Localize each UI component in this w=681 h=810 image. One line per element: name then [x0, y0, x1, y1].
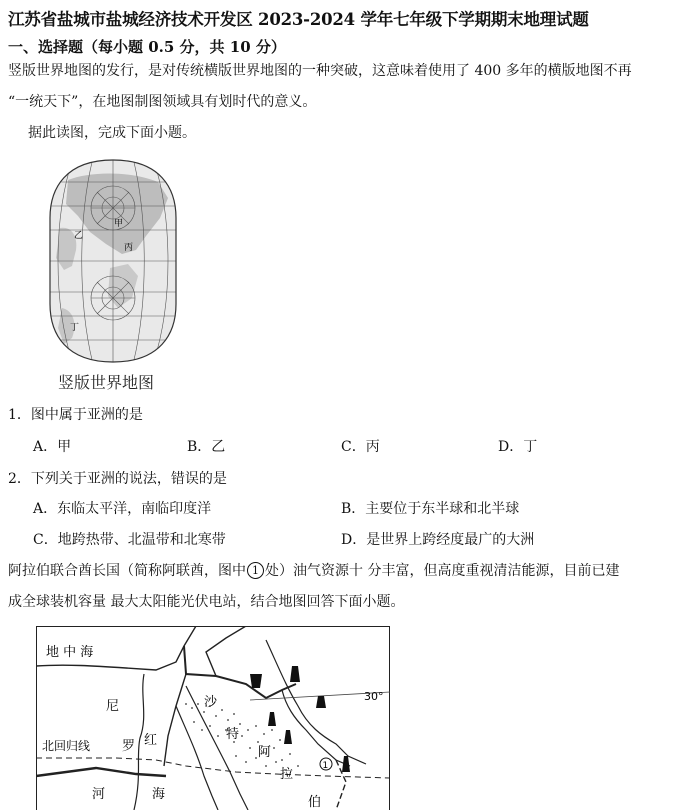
intro-passage [8, 56, 673, 149]
label-bing: 丙 [124, 243, 134, 253]
q1-option-a[interactable]: A．甲 [33, 439, 72, 455]
q2-option-d[interactable]: D．是世界上跨经度最广的大洲 [341, 532, 535, 548]
q2-option-c[interactable]: C．地跨热带、北温带和北寒带 [33, 532, 226, 548]
label-a: 阿 [258, 745, 272, 760]
intro-prompt: 据此读图，完成下面小题。 [28, 125, 196, 141]
label-tropic: 北回归线 [42, 739, 91, 753]
vertical-world-map [48, 158, 178, 364]
label-mediterranean: 地 中 海 [46, 645, 94, 660]
label-he: 河 [92, 787, 106, 802]
label-luo: 罗 [122, 739, 136, 754]
q1-option-c[interactable]: C．丙 [341, 439, 380, 455]
label-la: 拉 [280, 767, 294, 782]
label-te: 特 [226, 727, 240, 742]
q1-stem: 1．图中属于亚洲的是 [8, 407, 143, 423]
q1-option-b[interactable]: B．乙 [187, 439, 226, 455]
label-30-degrees: 30° [364, 690, 384, 703]
q2-stem: 2．下列关于亚洲的说法，错误的是 [8, 471, 227, 487]
label-yi: 乙 [74, 231, 84, 241]
label-circle-one: 1 [322, 761, 329, 771]
q2-option-a[interactable]: A．东临太平洋，南临印度洋 [33, 501, 212, 517]
label-bo: 伯 [308, 795, 322, 810]
circled-one-marker: 1 [247, 562, 264, 579]
intro-line-1: 竖版世界地图的发行，是对传统横版世界地图的一种突破，这意味着使用了 400 多年的横版地图不再 [8, 63, 632, 79]
label-jia: 甲 [114, 219, 124, 229]
arabia-map [36, 626, 390, 810]
label-hai: 海 [152, 787, 166, 802]
intro2-passage [8, 556, 673, 618]
label-ni: 尼 [106, 699, 120, 714]
intro2-part2: 处）油气资源十 分丰富，但高度重视清洁能源，目前已建 [265, 563, 620, 579]
page-title: 江苏省盐城市盐城经济技术开发区 2023-2024 学年七年级下学期期末地理试题 [8, 10, 589, 29]
q2-option-b[interactable]: B．主要位于东半球和北半球 [341, 501, 520, 517]
q1-option-d[interactable]: D．丁 [498, 439, 538, 455]
label-sha: 沙 [204, 695, 218, 710]
intro2-line-2: 成全球装机容量 最大太阳能光伏电站，结合地图回答下面小题。 [8, 594, 405, 610]
figure1-caption: 竖版世界地图 [58, 373, 155, 392]
intro2-part1: 阿拉伯联合酋长国（简称阿联酋，图中 [8, 563, 246, 579]
section-heading: 一、选择题（每小题 0.5 分，共 10 分） [8, 38, 286, 56]
label-hong: 红 [144, 733, 158, 748]
intro-line-2: “一统天下”，在地图制图领域具有划时代的意义。 [8, 94, 317, 110]
intro2-line-1 [8, 556, 673, 587]
label-ding: 丁 [70, 323, 80, 333]
